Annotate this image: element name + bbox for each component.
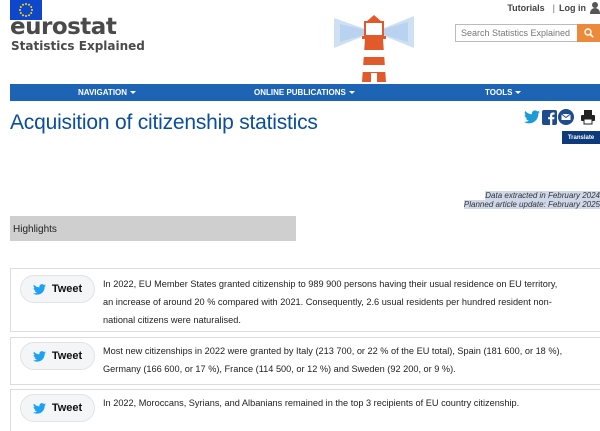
twitter-share-icon[interactable]: [524, 109, 540, 125]
caret-down-icon: [130, 91, 136, 94]
highlight-text: Most new citizenships in 2022 were granted by Italy (213 700, or 22 % of the EU total), Spain (181 600, or 18 %), Germany (166 600, or 17 %), France (114 500, or 12 %) and Sweden (92 200, or 9 %).: [103, 346, 563, 374]
tweet-button[interactable]: [20, 342, 95, 370]
twitter-bird-icon: [33, 284, 46, 295]
tweet-label: Tweet: [51, 350, 83, 362]
search-box: [455, 24, 600, 42]
highlight-text: In 2022, EU Member States granted citizenship to 989 900 persons having their usual residence on EU territory, an increase of around 20 % compared with 2021. Consequently, 2.6 usual residents per hundred resident non-national citizens were naturalised.: [103, 279, 558, 325]
highlight-item: [10, 337, 600, 385]
highlight-item: [10, 268, 600, 332]
nav-online-publications-label: ONLINE PUBLICATIONS: [254, 88, 346, 97]
search-icon: [584, 28, 594, 38]
highlight-text: In 2022, Moroccans, Syrians, and Albanians remained in the top 3 recipients of EU country citizenship.: [103, 398, 520, 408]
utility-bar: [507, 2, 600, 14]
data-extracted-date: Data extracted in February 2024: [485, 191, 600, 200]
caret-down-icon: [515, 91, 521, 94]
planned-update-date: Planned article update: February 2025: [463, 200, 600, 209]
page-title: Acquisition of citizenship statistics: [10, 111, 318, 134]
facebook-share-icon[interactable]: [541, 109, 557, 125]
search-button[interactable]: [577, 24, 600, 42]
translate-button[interactable]: Translate: [562, 131, 600, 144]
brand-subtitle[interactable]: Statistics Explained: [11, 39, 145, 53]
highlight-item: [10, 389, 600, 431]
email-share-icon[interactable]: [558, 109, 574, 125]
tweet-label: Tweet: [51, 283, 83, 295]
tutorials-link[interactable]: Tutorials: [507, 3, 545, 13]
user-icon[interactable]: [590, 2, 600, 14]
utility-separator: |: [552, 3, 555, 13]
tweet-button[interactable]: [20, 394, 95, 422]
nav-tools[interactable]: [485, 88, 521, 97]
main-navigation: [10, 84, 600, 101]
data-metadata: [464, 191, 600, 209]
share-toolbar: [523, 109, 596, 125]
twitter-bird-icon: [33, 403, 46, 414]
caret-down-icon: [349, 91, 355, 94]
lighthouse-icon: [330, 10, 418, 84]
tweet-button[interactable]: [20, 275, 95, 303]
nav-tools-label: TOOLS: [485, 88, 513, 97]
search-input[interactable]: [455, 24, 577, 42]
nav-navigation[interactable]: [78, 88, 136, 97]
nav-navigation-label: NAVIGATION: [78, 88, 128, 97]
twitter-bird-icon: [33, 351, 46, 362]
tweet-label: Tweet: [51, 402, 83, 414]
highlights-heading: Highlights: [10, 216, 296, 241]
brand-title[interactable]: eurostat: [10, 14, 117, 40]
nav-online-publications[interactable]: [254, 88, 355, 97]
print-icon[interactable]: [580, 109, 596, 125]
login-link[interactable]: Log in: [559, 3, 586, 13]
